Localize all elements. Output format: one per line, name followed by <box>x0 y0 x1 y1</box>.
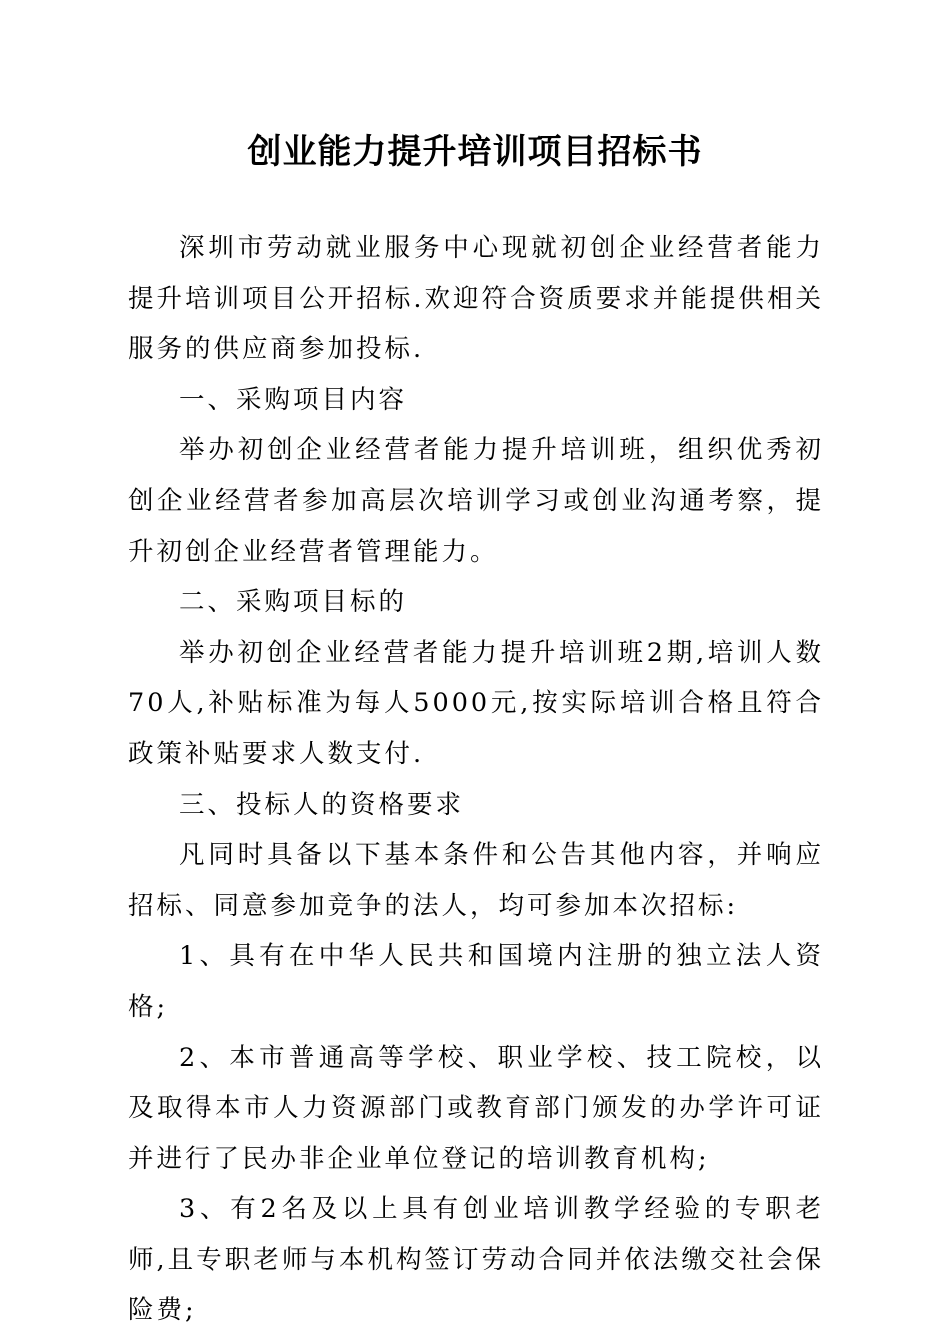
section-heading-2: 二、采购项目标的 <box>179 587 408 618</box>
document-body <box>128 223 824 1336</box>
section-3-paragraph: 凡同时具备以下基本条件和公告其他内容，并响应招标、同意参加竞争的法人，均可参加本次招标: <box>128 840 824 921</box>
requirement-item-2: 2、本市普通高等学校、职业学校、技工院校，以及取得本市人力资源部门或教育部门颁发的办学许可证并进行了民办非企业单位登记的培训教育机构; <box>128 1042 824 1174</box>
intro-paragraph: 深圳市劳动就业服务中心现就初创企业经营者能力提升培训项目公开招标.欢迎符合资质要求并能提供相关服务的供应商参加投标. <box>128 233 824 365</box>
section-heading-1: 一、采购项目内容 <box>179 384 408 415</box>
section-1-paragraph: 举办初创企业经营者能力提升培训班，组织优秀初创企业经营者参加高层次培训学习或创业沟通考察，提升初创企业经营者管理能力。 <box>128 435 824 567</box>
section-2-paragraph: 举办初创企业经营者能力提升培训班2期,培训人数70人,补贴标准为每人5000元,按实际培训合格且符合政策补贴要求人数支付. <box>128 637 824 769</box>
requirement-item-1: 1、具有在中华人民共和国境内注册的独立法人资格; <box>128 941 824 1022</box>
requirement-item-3: 3、有2名及以上具有创业培训教学经验的专职老师,且专职老师与本机构签订劳动合同并依法缴交社会保险费; <box>128 1194 824 1326</box>
document-title: 创业能力提升培训项目招标书 <box>247 132 703 172</box>
section-heading-3: 三、投标人的资格要求 <box>179 789 465 820</box>
